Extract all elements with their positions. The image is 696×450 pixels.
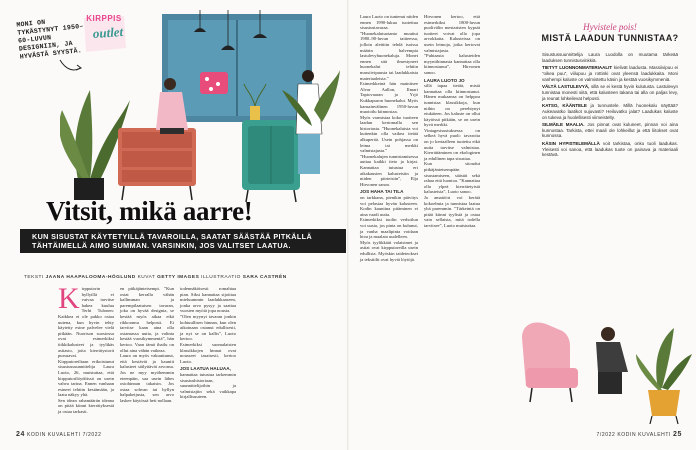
- badge-label-top: KIRPPIS: [86, 14, 122, 23]
- column-3-heading-body: kannattaa tutustua tarkemmin sisustushistoriaan, suunnittelijoihin ja valmistajiin sekä vaikkapa kirjallisuuteen.: [180, 371, 236, 400]
- column-1-end: Sen idean rahamäärän ideana on pitää kiinni kierrätyksestä ja ostaa tarkasti.: [58, 397, 114, 415]
- sidebar-item: [542, 84, 678, 101]
- sidebar-intro: Sisustussuunnittelija Laura Luodolla on muutama tärkeää laaduksen tunnistusvinkkiä.: [542, 52, 678, 63]
- column-2-body: en pitkäjänteisempi. ”Kun ostat kerralla vähän kallimman ja parempilaatuisen tavaran, joka on hyvää designia, se kestää myös aikaa eikä rikkoonnu helposti. Ei tarvitse kaan aina olla ostamassa uutta, ja valinta kestää vuosikymmeniä”, hän kertoo. Vaan tämä ihailu on ollut aina vähän vaikeaa.: [120, 286, 174, 353]
- sidebar-item: [542, 65, 678, 82]
- sidebar-item-head: VÄLTÄ LASTULEVYÄ,: [542, 84, 590, 90]
- body-column-2: [120, 286, 174, 403]
- article-deck: [20, 229, 346, 253]
- page-headline: Vitsit, mikä aarre!: [46, 196, 253, 226]
- sidebar-item-body: voit tarkistaa, onko tuoli laadukas. Yleisesti voi sanoa, että laadukas tuote on painava ja materiaali kestävä.: [542, 141, 678, 158]
- body-column-1: [58, 282, 114, 415]
- sidebar-item-body: sillä se ei kestä hyvin kulutusta. Lastulevyn tunnistaa monesti siitä, että kalusteen takana tai alla on paljas levy, ja reunat lohkeilevat helposti.: [542, 84, 678, 101]
- folio-right: [596, 431, 682, 438]
- page-number-left: 24: [16, 431, 25, 438]
- sidebar-item-head: SILMÄILE MAALIA.: [542, 122, 585, 128]
- drop-cap: K: [58, 282, 80, 315]
- sidebar-item-body: ja tunnustele. Millä huonekalu näyttää? Aukeavatko laatikot sujuvasti? Heiluvatko jalat? Laadukas kaluste on tukeva ja huolellisesti viimeistelty.: [542, 103, 678, 120]
- folio-left: [16, 431, 102, 438]
- sidebar-item: [542, 103, 678, 120]
- column-3-quote: ”Olen myynyt tavaran jonkin kohtuullisen hinnan, kun olen aikoinaan ostanut edullisesti, ja nyt se on kallis”, Luoto kertoo.: [180, 313, 236, 342]
- column-3-heading: JOS LAATUA HALUAA,: [180, 366, 231, 372]
- body-column-3: [180, 286, 236, 400]
- column-3-more: Esimerkiksi suomalaisten klassikkojen hinnat ovat nousseet tasaisesti, kertoo Luoto.: [180, 341, 236, 364]
- credit-illus-label: ILLUSTRAATIO: [201, 275, 241, 280]
- credit-text-label: TEKSTI: [24, 275, 44, 280]
- deck-line-2: TÄHTÄIMELLÄ AIMO SUMMAN. VARSINKIN, JOS VALITSET LAATUA.: [32, 241, 291, 250]
- kicker-text: MONI ON TYKÄSTYNYT 1950–60-LUVUN DESIGNIIN, JA HYVÄSTÄ SYYSTÄ.: [16, 18, 84, 61]
- folio-right-text: 7/2022 KODIN KUVALEHTI: [596, 432, 671, 438]
- badge-label-bottom: outlet: [92, 23, 124, 42]
- sidebar-item: [542, 141, 678, 158]
- sidebar-item-head: KÄSIN HYPISTELEMÄLLÄ: [542, 141, 600, 147]
- credit-text-author: JAANA HAAPALOOMA-HÖGLUND: [45, 275, 136, 280]
- article-credits: [24, 275, 344, 280]
- sidebar-item-head: TIETYT LUONNONMATERIAALIT: [542, 65, 613, 71]
- page-gutter: [347, 0, 349, 450]
- arrow-icon: [58, 58, 84, 74]
- chair-illustration: [512, 268, 694, 428]
- deck-line-1: KUN SISUSTAT KÄYTETYILLÄ TAVAROILLA, SAATAT SÄÄSTÄÄ PITKÄLLÄ: [32, 232, 313, 241]
- sidebar-item-body: Jos pinnat ovat kuluneet, pinnan voi aina kunnostaa. Tarkista, ettei maali ole lohkeillut ja että liitokset ovat kunnossa.: [542, 122, 678, 139]
- sidebar-body: [542, 52, 678, 160]
- sidebar-item: [542, 122, 678, 139]
- page-number-right: 25: [673, 431, 682, 438]
- sidebar-title: [536, 22, 684, 43]
- sidebar-item-head: KATSO, KÄÄNTELE: [542, 103, 587, 109]
- sidebar-heading: MISTÄ LAADUN TUNNISTAA?: [541, 33, 679, 43]
- folio-left-text: KODIN KUVALEHTI 7/2022: [27, 432, 102, 438]
- column-1-more: Kirpputoreiltaan erikoistunut sisustussuunnittelija Laura Luoto, 26, muistuttaa, että kirpputorilöydöissä on usein vahva tarina. Ennen vanhaan esineet tehtiin kestämään, ja laatu näkyy yhä.: [58, 358, 114, 398]
- credit-photo-label: KUVAT: [137, 275, 156, 280]
- sidebar-kicker: Hyvistele pois!: [583, 22, 637, 32]
- column-2-more: Laura on myös vakuuttunut, että kestävät ja kauniit kalusteet säilyttävät arvonsa. Jos ne myy myöhemmin eteenpäin, saa usein lähes ostohinnan takaisin. Jos ostaa sohvan tai hyllyn halpaketjusta, sen arvo laskee käytössä heti nollaan.: [120, 353, 174, 403]
- sidebar-box: [536, 12, 684, 312]
- body-column-4: Laura Luoto on tuntenut niiden ennen 1990-lukua tuotettua sisustustavaraa. ”Huonekalutuotanto muuttui 1980–90-luvun taitteessa, jolloin aletttiin tehdä isoissa määrin halvempia lastulevyhuonekaluja. Monet ennen sitä ilmestyneet huonekalut tehtiin massiivipuusta tai laadukkaista materiaaleista.” Esimerkkeinä hän mainitsee Alvar Aallon, Ilmari Tapiovaaran ja Yrjö Kukkapuron huonekalut. Myös kansainvälinen 1950-luvun muotoilu kiinnostaa. Myös varmistaa koko tuotteen laadun kertomalla sen historiasta. ”Huonekaluista voi kuitenkin olla vaikea tietää alkuperää. Usein pohjassa on leima tai merkki valmistajasta.” ”Huonekalujen tunnistamisessa auttaa kaikki tieto ja kirjat. Kannattaa tutustua eri aikakausien kalusteisiin ja niiden piirteisiin”, Elja Hirvonen sanoo. JOS HAHA TAI TILA on tarkkana, pienikin päivitys voi pelastaa hyvän kalusteen. Kodin kauniina pitäminen ei aina vaadi uutta. Esimerkiksi tuolin verhoilun voi uusia, jos pinta on kulunut, ja vanha maalipinta voidaan hioa ja maalata uudelleen. Myös tyylikkäät valaisimet ja astiat ovat kirpputoreilla usein edullisia. Myöskin taideteokset ja tekstiilit ovat hyviä löytöjä.: [360, 14, 418, 262]
- body-column-5: Hirvonen kertoo, että esimerkiksi 1800-luvun puolivälin mestaristen kypsät tuotteet voivat olla jopa arvokkaita. Kalusteissa on usein leimoja, jotka kertovat valmistajasta. ”Puhtaasta kalusteiden myyntihinnasta kannattaa olla kiinnostunut”, Hirvonen sanoo. LAURA LUOTO JO sillä tapaa tietää, mistä kannattaa olla kiinnostunut. Hänen mukaansa on helppoa tunnistaa klassikkoja, kun niihin on perehtynyt etukäteen. Jos kaluste on ollut käytössä pitkään, se on usein hyvä merkki. Vintagesisustuksessa on selkeä hyvä puoli: tavaroita on jo kertaalleen tuotettu eikä uutta tarvitse valmistaa. Kierrättäminen on ekologinen ja edullinen tapa sisustaa. Kun sitoudut pitkäjänteisempään sisustamiseen, säästät sekä rahaa että luontoa. ”Kannattaa olla ylpeä kierrätetyistä kalusteista”, Luoto sanoo. Ja amatööri voi kerätä kokoelmia ja tunnistaa laatua yhä paremmin. ”Tärkeintä on pitää kiinni tyylistä ja ostaa vain sellaista, mitä todella tarvitsee”, Luoto muistuttaa.: [424, 14, 480, 228]
- column-1-lead: irpputorin hyllyillä ei vaivaa tarvitse hakea kuulua Terhi Tulonen: Kaikkea ei ole pakko ostaa uutena, kun hyvin tehty käytetty esine palvelee vielä pitkään. Nuorison suosiossa ovat esimerkiksi tiikkikalusteet ja tyylikäs astiasto, joita kierrätystorit pursuavat.: [58, 286, 114, 359]
- sidebar-item-body: kielivät laadusta. Massiivipuu ei ”oikea puu”, viilupuu ja rottinki ovat yleensä laadukkaita. Moni vanhempi kaluste on valmistettu käsin ja kestää vuosikymmeniä.: [542, 65, 678, 82]
- column-3-body: todennäköisesti romahtaa pian. Siksi kannattaa sijoittaa mieluummin laadukkaaseen, jonka arvo pysyy ja saattaa vuosien myötä jopa nousta.: [180, 286, 236, 314]
- credit-illus-author: SARA CASTRÉN: [242, 275, 287, 280]
- credit-photo-author: GETTY IMAGES: [157, 275, 200, 280]
